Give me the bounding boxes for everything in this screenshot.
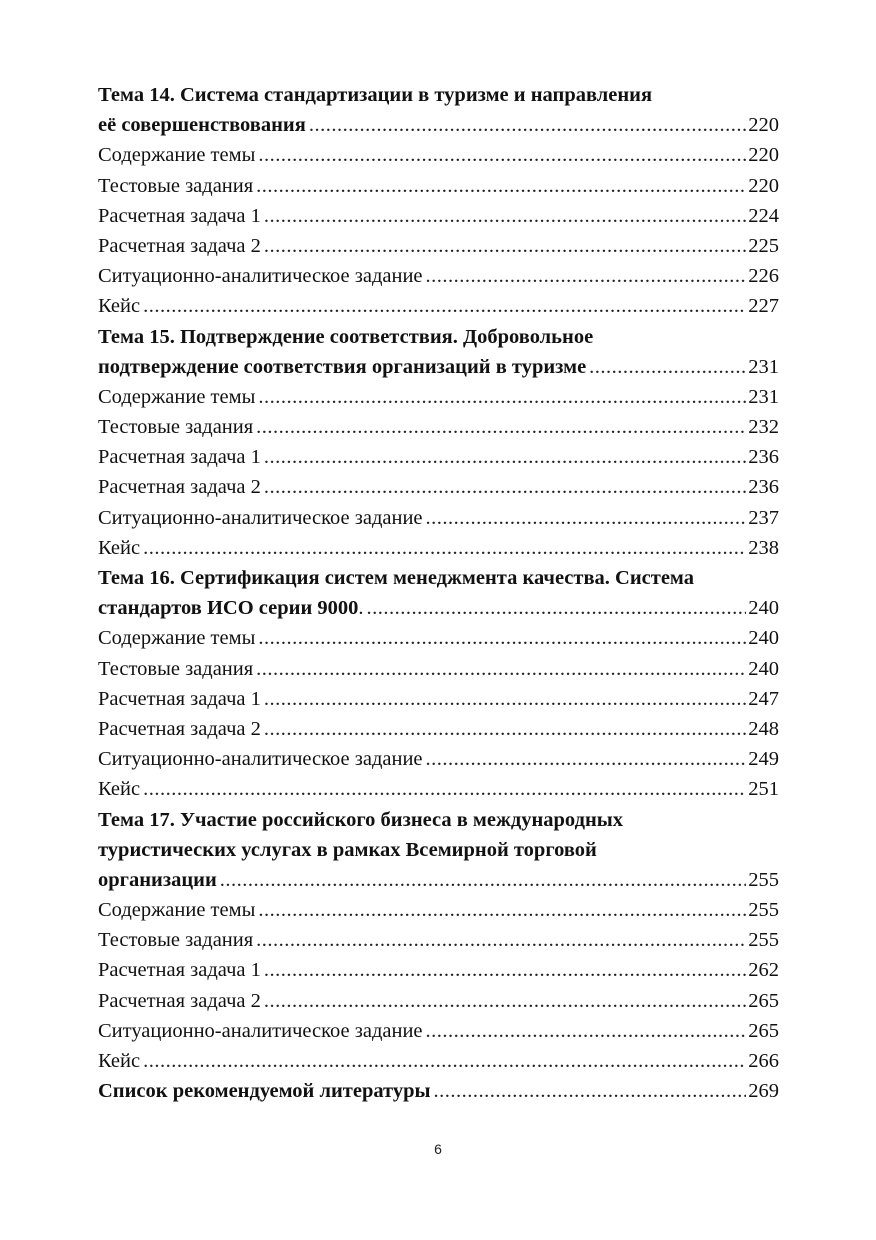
toc-entry[interactable] (98, 412, 779, 442)
toc-entry-title: Список рекомендуемой литературы (98, 1080, 431, 1103)
toc-entry-page: 232 (748, 416, 779, 439)
dot-leader (264, 684, 746, 714)
toc-entry-title: Содержание темы (98, 627, 256, 650)
toc-entry-page: 240 (748, 597, 779, 620)
toc-entry[interactable] (98, 986, 779, 1016)
toc-entry-title: Содержание темы (98, 899, 256, 922)
toc-entry-title: Расчетная задача 1 (98, 204, 261, 227)
dot-leader (258, 623, 746, 653)
toc-entry-title: Тестовые задания (98, 174, 254, 197)
toc-entry-title: Расчетная задача 2 (98, 717, 261, 740)
toc-heading-topic-17-line-1: Тема 17. Участие российского бизнеса в международных (98, 808, 624, 831)
toc-entry-title: Ситуационно-аналитическое задание (98, 265, 423, 288)
toc-entry-references[interactable] (98, 1076, 779, 1106)
dot-leader (143, 533, 746, 563)
dot-leader (220, 865, 746, 895)
toc-entry-title: её совершенствования (98, 114, 306, 137)
toc-entry-title: Кейс (98, 778, 141, 801)
toc-entry-topic-17[interactable] (98, 865, 779, 895)
toc-entry-page: 265 (748, 1019, 779, 1042)
toc-entry-title-text: стандартов ИСО серии 9000 (98, 597, 359, 620)
toc-heading-topic-17-line-2: туристических услугах в рамках Всемирной торговой (98, 838, 597, 861)
dot-leader (256, 925, 746, 955)
dot-leader (434, 1076, 747, 1106)
dot-leader (264, 714, 746, 744)
toc-entry-page: 231 (748, 355, 779, 378)
dot-leader (143, 1046, 746, 1076)
toc-entry[interactable] (98, 442, 779, 472)
toc-entry[interactable] (98, 774, 779, 804)
toc-entry[interactable] (98, 231, 779, 261)
dot-leader (264, 986, 746, 1016)
dot-leader (256, 412, 746, 442)
toc-entry-title: Расчетная задача 1 (98, 687, 261, 710)
toc-entry-page: 220 (748, 174, 779, 197)
toc-entry-page: 255 (748, 929, 779, 952)
toc-entry-page: 240 (748, 657, 779, 680)
toc-entry[interactable] (98, 261, 779, 291)
toc-entry[interactable] (98, 1046, 779, 1076)
dot-leader (258, 140, 746, 170)
toc-entry[interactable] (98, 472, 779, 502)
toc-entry-title: Расчетная задача 1 (98, 446, 261, 469)
toc-entry[interactable] (98, 1016, 779, 1046)
dot-leader (256, 654, 746, 684)
toc-entry-title (98, 593, 364, 623)
toc-entry-title: организации (98, 868, 217, 891)
toc-entry[interactable] (98, 955, 779, 985)
dot-leader (264, 955, 746, 985)
dot-leader (367, 593, 747, 623)
toc-entry-title: Ситуационно-аналитическое задание (98, 506, 423, 529)
toc-heading-topic-15: Тема 15. Подтверждение соответствия. Добровольное (98, 325, 594, 348)
dot-leader (589, 352, 746, 382)
toc-entry-page: 240 (748, 627, 779, 650)
toc-entry-page: 220 (748, 144, 779, 167)
dot-leader (426, 261, 747, 291)
dot-leader (264, 231, 746, 261)
toc-entry-page: 227 (748, 295, 779, 318)
toc-entry[interactable] (98, 291, 779, 321)
toc-entry-page: 238 (748, 536, 779, 559)
dot-leader (256, 171, 746, 201)
toc-heading-topic-14: Тема 14. Система стандартизации в туризме и направления (98, 84, 653, 106)
toc-entry-page: 236 (748, 446, 779, 469)
toc-entry-topic-16[interactable] (98, 593, 779, 623)
toc-entry[interactable] (98, 201, 779, 231)
toc-entry-title: Ситуационно-аналитическое задание (98, 1019, 423, 1042)
toc-entry-title: Расчетная задача 1 (98, 959, 261, 982)
dot-leader (426, 503, 747, 533)
toc-entry-page: 248 (748, 717, 779, 740)
toc-entry-page: 255 (748, 868, 779, 891)
toc-entry[interactable] (98, 895, 779, 925)
toc-heading-topic-16: Тема 16. Сертификация систем менеджмента качества. Система (98, 567, 695, 589)
toc-entry-page: 247 (748, 687, 779, 710)
dot-leader (426, 744, 747, 774)
toc-entry-page: 266 (748, 1050, 779, 1072)
toc-entry[interactable] (98, 382, 779, 412)
table-of-contents (98, 80, 779, 1106)
toc-entry[interactable] (98, 623, 779, 653)
dot-leader (258, 382, 746, 412)
toc-entry-page: 224 (748, 204, 779, 227)
dot-leader (258, 895, 746, 925)
toc-entry-title: Кейс (98, 536, 141, 559)
toc-entry-page: 269 (748, 1080, 779, 1103)
toc-entry-topic-15[interactable] (98, 352, 779, 382)
toc-entry-page: 236 (748, 476, 779, 499)
toc-entry[interactable] (98, 140, 779, 170)
dot-leader (264, 442, 746, 472)
toc-entry-title: Тестовые задания (98, 416, 254, 439)
toc-entry-page: 249 (748, 748, 779, 771)
toc-entry-title: Кейс (98, 1050, 141, 1072)
toc-entry-title: Расчетная задача 2 (98, 476, 261, 499)
toc-entry-title: Расчетная задача 2 (98, 234, 261, 257)
toc-entry-page: 220 (748, 114, 779, 137)
toc-entry-page: 226 (748, 265, 779, 288)
dot-leader (264, 472, 746, 502)
toc-entry-title-suffix: . (358, 597, 364, 620)
toc-entry-title: Тестовые задания (98, 929, 254, 952)
toc-entry[interactable] (98, 744, 779, 774)
toc-entry[interactable] (98, 684, 779, 714)
dot-leader (264, 201, 746, 231)
toc-entry-topic-14[interactable] (98, 110, 779, 140)
toc-entry-title: Ситуационно-аналитическое задание (98, 748, 423, 771)
toc-entry-title: Кейс (98, 295, 141, 318)
toc-entry[interactable] (98, 503, 779, 533)
toc-entry-page: 265 (748, 989, 779, 1012)
toc-entry-title: Содержание темы (98, 385, 256, 408)
toc-entry-title: Расчетная задача 2 (98, 989, 261, 1012)
toc-entry[interactable] (98, 714, 779, 744)
toc-entry[interactable] (98, 925, 779, 955)
toc-entry[interactable] (98, 654, 779, 684)
toc-entry[interactable] (98, 533, 779, 563)
dot-leader (309, 110, 746, 140)
dot-leader (143, 774, 746, 804)
toc-entry-title: подтверждение соответствия организаций в туризме (98, 355, 587, 378)
toc-entry-page: 237 (748, 506, 779, 529)
toc-entry-page: 231 (748, 385, 779, 408)
page-number: 6 (434, 1141, 442, 1157)
dot-leader (426, 1016, 747, 1046)
toc-entry-page: 225 (748, 234, 779, 257)
toc-entry-title: Содержание темы (98, 144, 256, 167)
toc-entry-page: 251 (748, 778, 779, 801)
toc-entry-page: 262 (748, 959, 779, 982)
toc-entry-title: Тестовые задания (98, 657, 254, 680)
toc-entry[interactable] (98, 171, 779, 201)
toc-entry-page: 255 (748, 899, 779, 922)
dot-leader (143, 291, 746, 321)
